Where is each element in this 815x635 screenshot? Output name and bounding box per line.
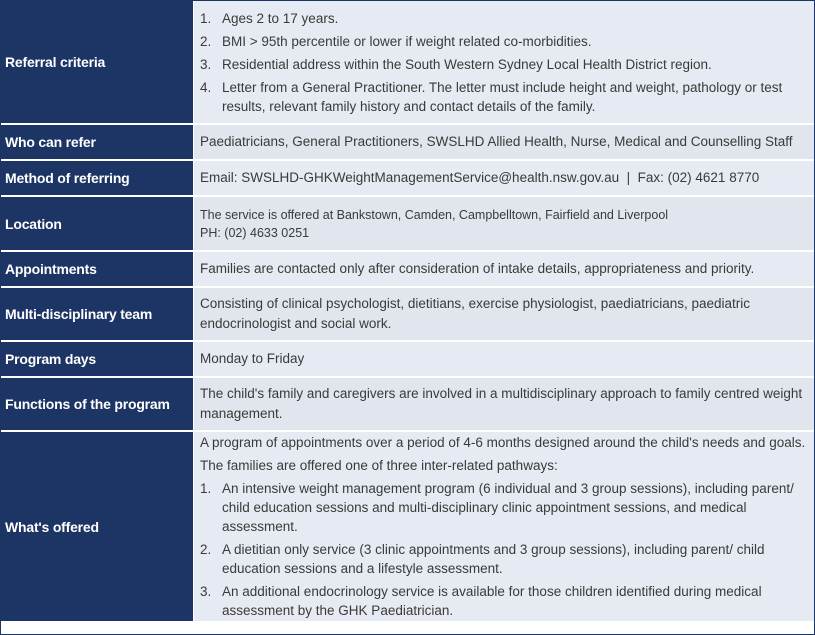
list-item: 3. Residential address within the South Western Sydney Local Health District region. <box>200 56 712 72</box>
offered-pathways-intro: The families are offered one of three inter-related pathways: <box>200 458 558 473</box>
list-number: 3. <box>200 584 212 599</box>
value-program-days: Monday to Friday <box>193 342 814 378</box>
referral-criteria-list <box>200 9 808 116</box>
label-appointments: Appointments <box>1 252 193 288</box>
value-method-of-referring: Email: SWSLHD-GHKWeightManagementService@health.nsw.gov.au | Fax: (02) 4621 8770 <box>193 161 814 197</box>
referral-info-table <box>1 1 814 621</box>
value-appointments: Families are contacted only after consideration of intake details, appropriateness and priority. <box>193 252 814 288</box>
row-who-can-refer <box>1 125 814 161</box>
offered-pathways-list <box>200 479 808 620</box>
value-location <box>193 197 814 252</box>
list-item: 4. Letter from a General Practitioner. The letter must include height and weight, pathology or test results, relevant family history and contact details of the family. <box>200 79 783 114</box>
row-location <box>1 197 814 252</box>
row-appointments <box>1 252 814 288</box>
list-number: 1. <box>200 10 212 26</box>
row-referral-criteria <box>1 1 814 125</box>
label-multidisciplinary-team: Multi-disciplinary team <box>1 288 193 342</box>
value-whats-offered <box>193 432 814 621</box>
value-who-can-refer: Paediatricians, General Practitioners, SWSLHD Allied Health, Nurse, Medical and Counselling Staff <box>193 125 814 161</box>
label-method-of-referring: Method of referring <box>1 161 193 197</box>
value-functions-of-program: The child's family and caregivers are involved in a multidisciplinary approach to family centred weight management. <box>193 378 814 432</box>
value-multidisciplinary-team: Consisting of clinical psychologist, dietitians, exercise physiologist, paediatricians, paediatric endocrinologist and social work. <box>193 288 814 342</box>
list-number: 4. <box>200 79 212 95</box>
list-number: 3. <box>200 56 212 72</box>
list-item: 2. BMI > 95th percentile or lower if weight related co-morbidities. <box>200 33 592 49</box>
row-program-days <box>1 342 814 378</box>
label-program-days: Program days <box>1 342 193 378</box>
list-item: 1. An intensive weight management program (6 individual and 3 group sessions), including parent/ child education sessions and multi-disciplinary clinic appointment sessions, and medical assessment. <box>200 481 794 534</box>
list-item: 2. A dietitian only service (3 clinic appointments and 3 group sessions), including parent/ child education sessions and a lifestyle assessment. <box>200 542 765 576</box>
row-whats-offered <box>1 432 814 621</box>
location-sites: The service is offered at Bankstown, Camden, Campbelltown, Fairfield and Liverpool <box>200 207 669 222</box>
label-referral-criteria: Referral criteria <box>1 1 193 125</box>
list-number: 2. <box>200 33 212 49</box>
label-who-can-refer: Who can refer <box>1 125 193 161</box>
row-functions-of-program <box>1 378 814 432</box>
label-functions-of-program: Functions of the program <box>1 378 193 432</box>
row-multidisciplinary-team <box>1 288 814 342</box>
row-method-of-referring <box>1 161 814 197</box>
offered-intro: A program of appointments over a period of 4-6 months designed around the child's needs and goals. <box>200 435 806 450</box>
value-referral-criteria <box>193 1 814 125</box>
list-number: 1. <box>200 481 212 496</box>
list-number: 2. <box>200 542 212 557</box>
label-whats-offered: What's offered <box>1 432 193 621</box>
list-item: 3. An additional endocrinology service is available for those children identified during medical assessment by the GHK Paediatrician. <box>200 584 762 618</box>
list-item: 1. Ages 2 to 17 years. <box>200 10 339 26</box>
location-phone: PH: (02) 4633 0251 <box>200 225 310 240</box>
label-location: Location <box>1 197 193 252</box>
